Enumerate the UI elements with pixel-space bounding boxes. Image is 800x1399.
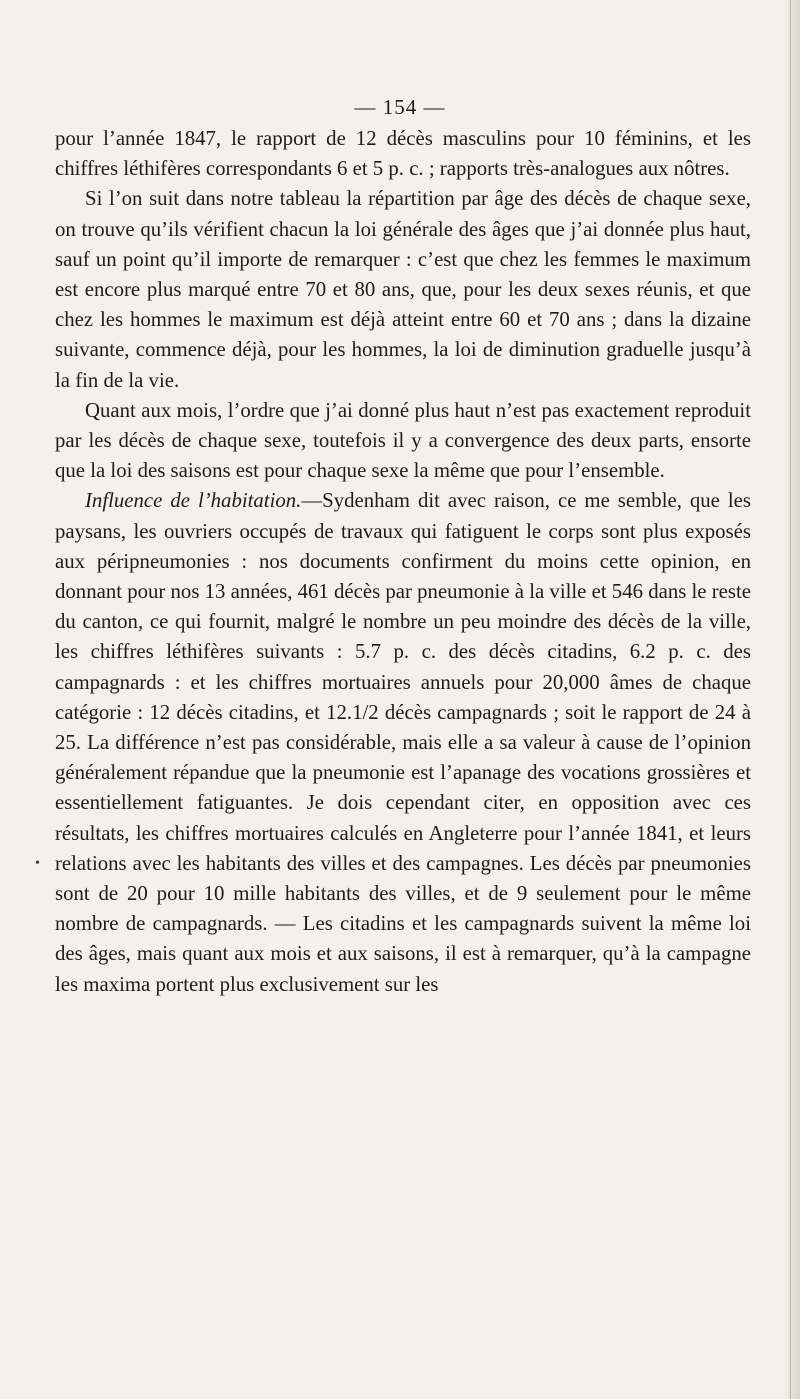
page-edge-line [790, 0, 791, 1399]
paragraph-habitation [55, 486, 751, 999]
paragraph-months: Quant aux mois, l’ordre que j’ai donné plus haut n’est pas exactement reproduit par les décès de chaque sexe, toutefois il y a convergence des deux parts, ensorte que la loi des saisons est pour chaque sexe la même que pour l’ensemble. [55, 398, 751, 483]
section-heading-habitation: Influence de l’habitation. [85, 489, 302, 513]
paragraph-age-distribution: Si l’on suit dans notre tableau la répartition par âge des décès de chaque sexe, on trouve qu’ils vérifient chacun la loi générale des âges que j’ai donnée plus haut, sauf un point qu’il importe de remarquer : c’est que chez les femmes le maximum est encore plus marqué entre 70 et 80 ans, que, pour les deux sexes réunis, et que chez les hommes le maximum est déjà atteint entre 60 et 70 ans ; dans la dizaine suivante, commence déjà, pour les hommes, la loi de diminution graduelle jusqu’à la fin de la vie. [55, 187, 751, 392]
page-edge-shadow [784, 0, 800, 1399]
paragraph-continuation: pour l’année 1847, le rapport de 12 décès masculins pour 10 féminins, et les chiffres léthifères correspondants 6 et 5 p. c. ; rapports très-analogues aux nôtres. [55, 127, 751, 181]
page-number: — 154 — [354, 95, 446, 119]
paragraph-habitation-body: —Sydenham dit avec raison, ce me semble, que les paysans, les ouvriers occupés de travaux qui fatiguent le corps sont plus exposés aux péripneumonies : nos documents confirment du moins cette opinion, en donnant pour nos 13 années, 461 décès par pneumonie à la ville et 546 dans le reste du canton, ce qui fournit, malgré le nombre un peu moindre des décès de la ville, les chiffres léthifères suivants : 5.7 p. c. des décès citadins, 6.2 p. c. des campagnards : et les chiffres mortuaires annuels pour 20,000 âmes de chaque catégorie : 12 décès citadins, et 12.1/2 décès campagnards ; soit le rapport de 24 à 25. La différence n’est pas considérable, mais elle a sa valeur à cause de l’opinion généralement répandue que la pneumonie est l’apanage des vocations grossières et essentiellement fatiguantes. Je dois cependant citer, en opposition avec ces résultats, les chiffres mortuaires calculés en Angleterre pour l’année 1841, et leurs relations avec les habitants des villes et des campagnes. Les décès par pneumonies sont de 20 pour 10 mille habitants des villes, et de 9 seulement pour le même nombre de campagnards. — Les citadins et les campagnards suivent la même loi des âges, mais quant aux mois et aux saisons, il est à remarquer, qu’à la campagne les maxima portent plus exclusivement sur les [55, 489, 751, 996]
body-text [55, 124, 751, 1000]
margin-mark: • [35, 856, 40, 871]
